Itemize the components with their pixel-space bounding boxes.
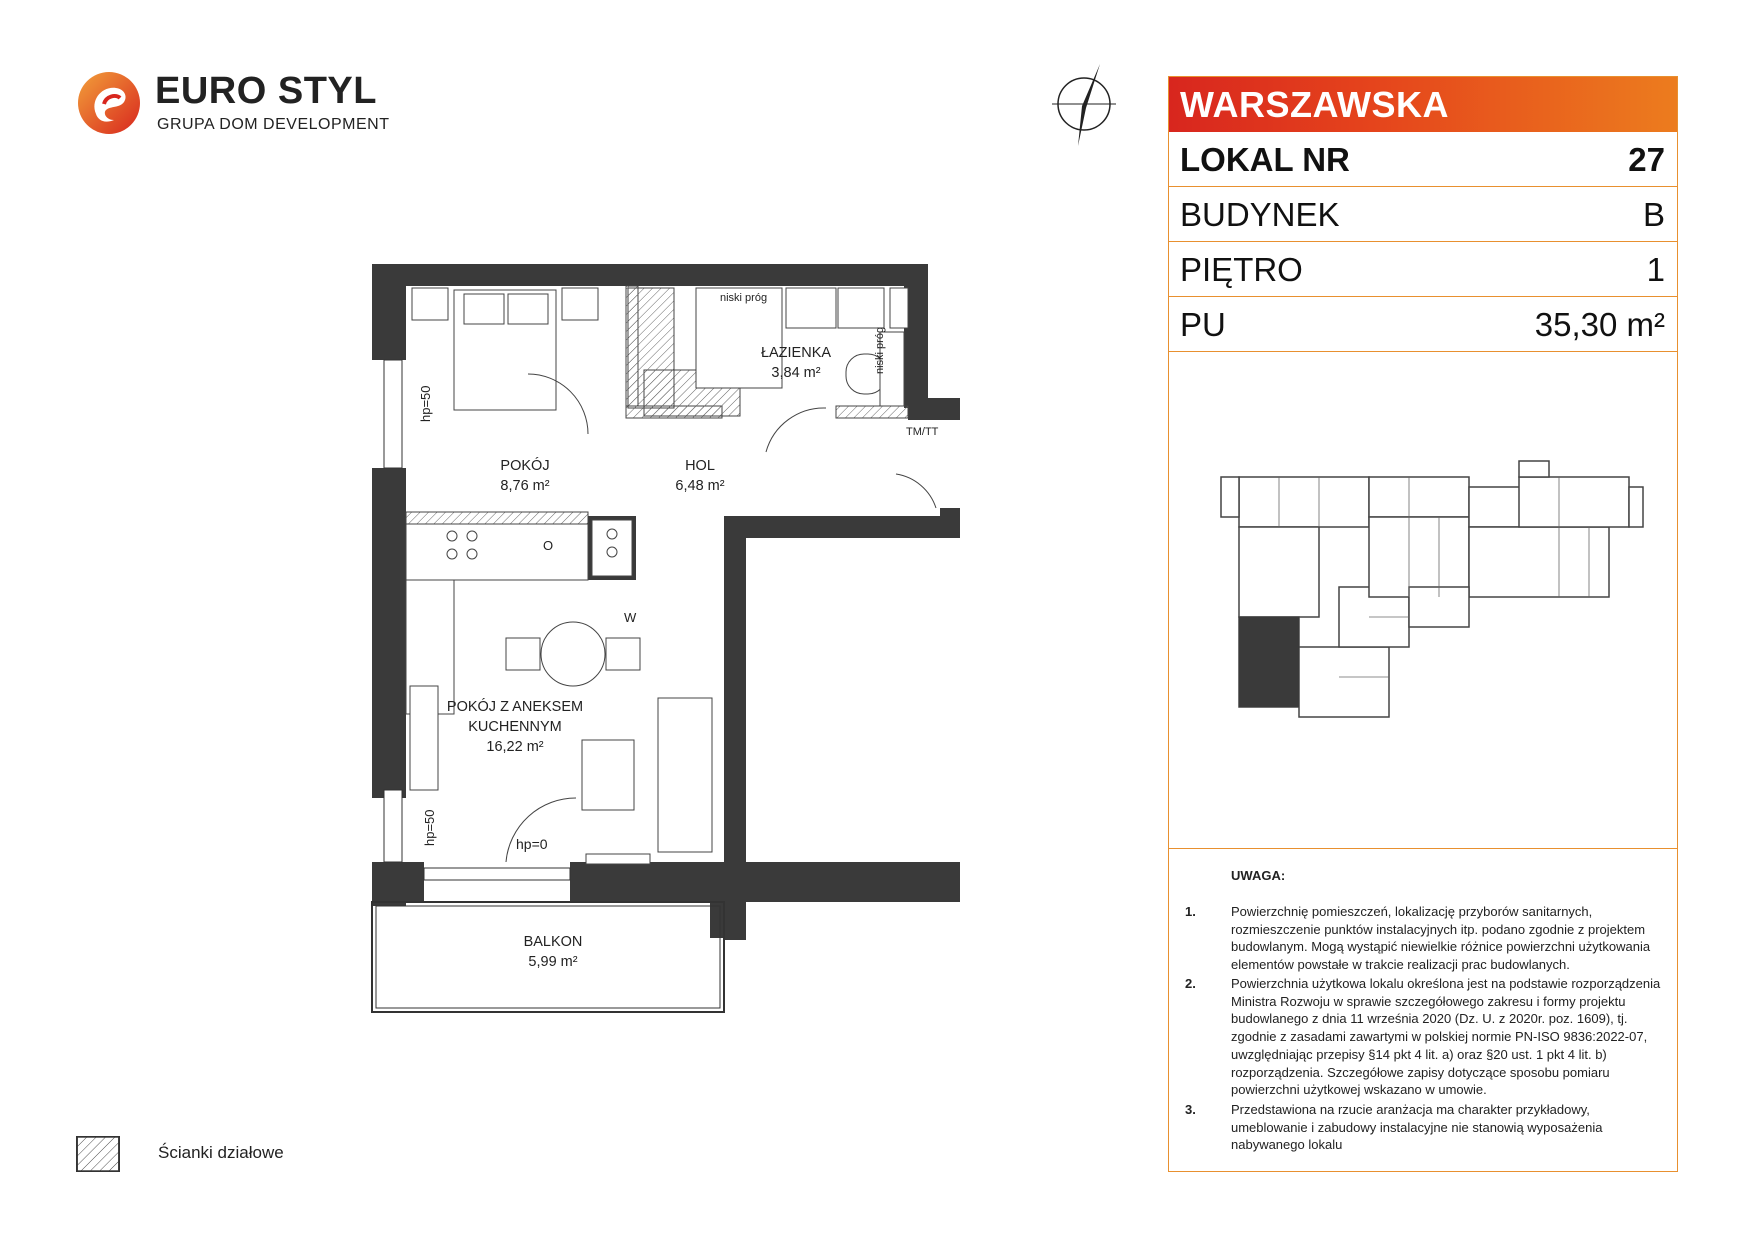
room-hol-area: 6,48 m²	[675, 478, 725, 494]
notes-title: UWAGA:	[1231, 868, 1286, 883]
note-2-text: Powierzchnia użytkowa lokalu określona jest na podstawie rozporządzenia Ministra Rozwoju w sprawie szczegółowego zakresu i formy projektu budowlanego z dnia 11 września 2020 (Dz. U. z 2020r. poz. 1609), tj. zgodnie z zasadami zawartymi w polskiej normie PN-ISO 9836:2022-07, uwzględniając przepisy §14 pkt 4 lit. a) oraz §20 ust. 1 pkt 4 lit. b) rozporządzenia. Szczegółowe zapisy dotyczące sposobu pomiaru powierzchni użytkowej wskazano w umowie.	[1231, 976, 1661, 1098]
w-mark: W	[624, 610, 637, 625]
note-1-text: Powierzchnię pomieszczeń, lokalizację przyborów sanitarnych, rozmieszczenie punktów instalacyjnych itp. podano zgodnie z projektem budowlanym. Mogą wystąpić niewielkie różnice powierzchni użytkowania elementów powstałe w trakcie realizacji prac budowlanych.	[1231, 904, 1651, 973]
room-salon-name-2: KUCHENNYM	[468, 719, 562, 735]
niski-prog-label: niski próg	[720, 292, 768, 304]
brand-name: EURO STYL	[155, 70, 377, 112]
note-2-number: 2.	[1185, 976, 1196, 991]
apartment-floor-plan	[360, 258, 960, 1024]
room-pokoj	[488, 456, 562, 496]
investment-name: WARSZAWSKA	[1180, 84, 1449, 125]
room-balkon-name: BALKON	[523, 934, 583, 950]
building-key-plan	[1209, 447, 1649, 747]
partition-wall-legend-icon	[76, 1136, 120, 1172]
row-lokal-value: 27	[1628, 141, 1665, 178]
euro-styl-logo-icon	[76, 70, 142, 136]
room-lazienka-name: ŁAZIENKA	[760, 345, 832, 361]
notes-separator	[1169, 848, 1677, 849]
row-budynek	[1169, 187, 1677, 242]
room-pokoj-area: 8,76 m²	[500, 478, 550, 494]
row-pu-label: PU	[1180, 306, 1226, 343]
room-salon-area: 16,22 m²	[486, 739, 544, 755]
note-3-number: 3.	[1185, 1102, 1196, 1117]
hp-bottom-label: hp=50	[422, 809, 437, 846]
row-pu	[1169, 297, 1677, 352]
room-hol-name: HOL	[685, 458, 715, 474]
row-lokal-label: LOKAL NR	[1180, 141, 1350, 178]
room-pokoj-name: POKÓJ	[500, 458, 550, 474]
room-lazienka	[756, 343, 836, 383]
room-balkon-area: 5,99 m²	[528, 954, 578, 970]
brand-tagline: GRUPA DOM DEVELOPMENT	[157, 116, 390, 133]
hp-door-label: hp=0	[516, 836, 548, 852]
note-1-number: 1.	[1185, 904, 1196, 919]
niski-prog-side-label: niski próg	[874, 326, 886, 374]
north-compass-icon	[1048, 60, 1120, 150]
row-budynek-value: B	[1642, 196, 1665, 233]
room-salon-name-1: POKÓJ Z ANEKSEM	[446, 699, 584, 715]
row-lokal	[1169, 132, 1677, 187]
info-header	[1169, 77, 1677, 132]
room-balkon	[514, 932, 592, 972]
o-mark: O	[543, 538, 554, 553]
row-budynek-label: BUDYNEK	[1180, 196, 1340, 233]
room-lazienka-area: 3,84 m²	[771, 365, 821, 381]
row-pietro-label: PIĘTRO	[1180, 251, 1303, 288]
highlighted-apartment	[1239, 617, 1299, 707]
legend-label: Ścianki działowe	[158, 1143, 284, 1162]
row-pietro-value: 1	[1646, 251, 1665, 288]
room-hol	[668, 456, 732, 496]
brand-logo	[76, 70, 396, 140]
hp-top-label: hp=50	[418, 385, 433, 422]
info-panel	[1168, 76, 1678, 1172]
row-pietro	[1169, 242, 1677, 297]
tm-tt-label: TM/TT	[906, 426, 939, 438]
row-pu-value: 35,30 m²	[1534, 306, 1665, 343]
room-salon	[440, 697, 590, 757]
note-3-text: Przedstawiona na rzucie aranżacja ma charakter przykładowy, umeblowanie i zabudowy instalacyjne nie stanowią wyposażenia nabywanego lokalu	[1231, 1102, 1603, 1153]
